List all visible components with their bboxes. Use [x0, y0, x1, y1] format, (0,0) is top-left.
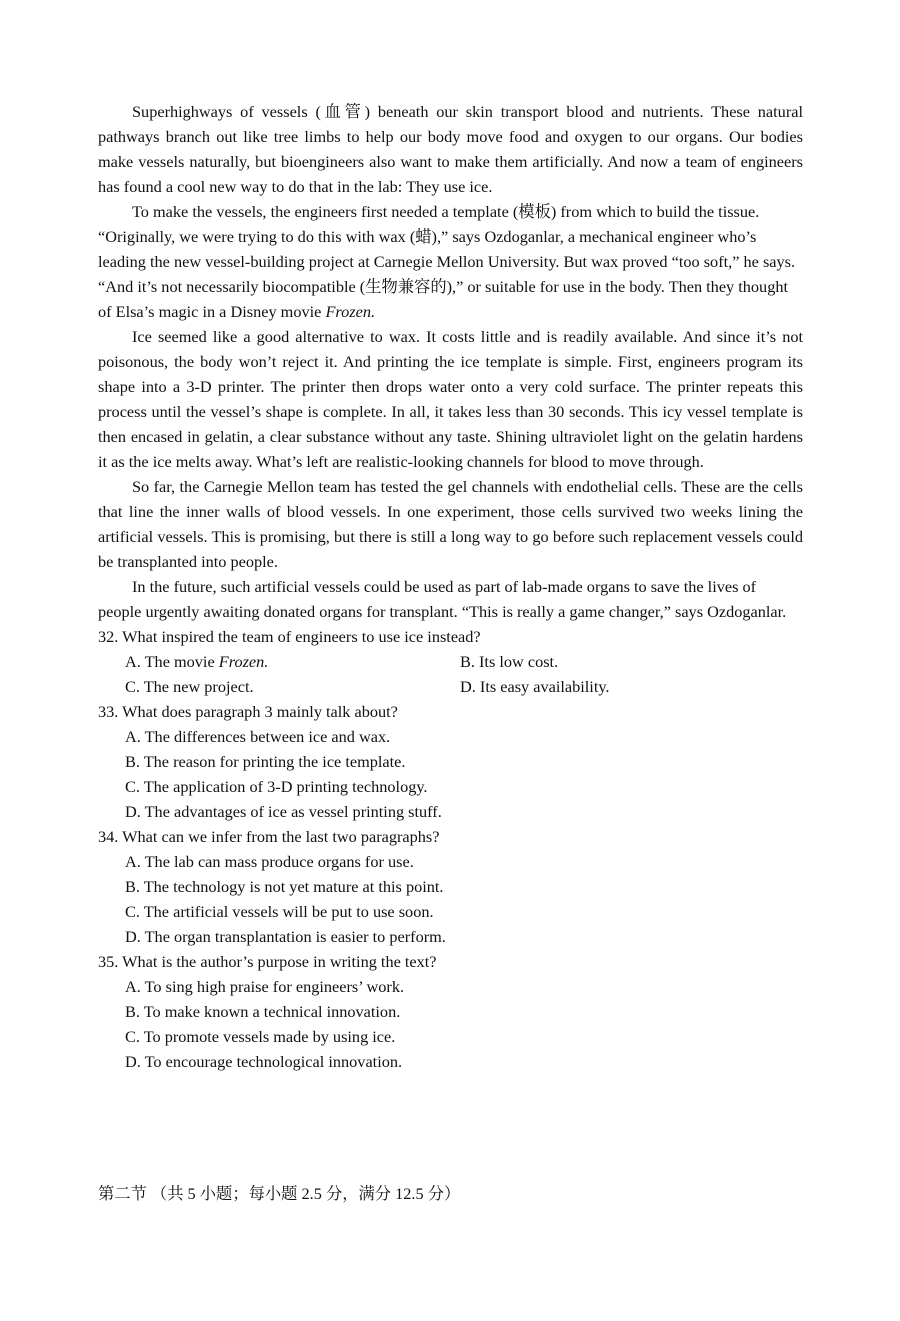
question-32-options	[125, 649, 803, 699]
option-33-b: B. The reason for printing the ice template.	[125, 752, 406, 771]
paragraph-4: So far, the Carnegie Mellon team has tested the gel channels with endothelial cells. These are the cells that line the inner walls of blood vessels. In one experiment, those cells survived two weeks lining the artificial vessels. This is promising, but there is still a long way to go before such replacement vessels could be transplanted into people.	[98, 477, 803, 571]
option-32-c: C. The new project.	[125, 677, 254, 696]
question-32	[98, 624, 803, 699]
option-32-b: B. Its low cost.	[460, 652, 559, 671]
option-33-a: A. The differences between ice and wax.	[125, 727, 391, 746]
question-34	[98, 824, 803, 949]
paragraph-3: Ice seemed like a good alternative to wax. It costs little and is readily available. And since it’s not poisonous, the body won’t reject it. And printing the ice template is simple. First, engineers program its shape into a 3-D printer. The printer then drops water onto a very cold surface. The printer repeats this process until the vessel’s shape is complete. In all, it takes less than 30 seconds. This icy vessel template is then encased in gelatin, a clear substance without any taste. Shining ultraviolet light on the gelatin hardens it as the ice melts away. What’s left are realistic-looking channels for blood to move through.	[98, 327, 803, 471]
option-33-c: C. The application of 3-D printing technology.	[125, 777, 428, 796]
question-32-stem: 32. What inspired the team of engineers to use ice instead?	[98, 627, 481, 646]
option-32-a-italic: Frozen.	[218, 652, 269, 671]
question-33	[98, 699, 803, 824]
paragraph-5: In the future, such artificial vessels could be used as part of lab-made organs to save the lives of people urgently awaiting donated organs for transplant. “This is really a game changer,” says Ozdoganlar.	[98, 577, 787, 621]
option-35-b: B. To make known a technical innovation.	[125, 1002, 401, 1021]
option-32-d: D. Its easy availability.	[460, 677, 610, 696]
question-35-options	[125, 974, 803, 1074]
option-35-d: D. To encourage technological innovation.	[125, 1052, 403, 1071]
movie-title-frozen: Frozen.	[325, 302, 376, 321]
option-34-c: C. The artificial vessels will be put to use soon.	[125, 902, 434, 921]
question-35	[98, 949, 803, 1074]
option-33-d: D. The advantages of ice as vessel printing stuff.	[125, 802, 442, 821]
paragraph-2-text: To make the vessels, the engineers first needed a template (模板) from which to build the tissue. “Originally, we were trying to do this with wax (蜡),” says Ozdoganlar, a mechanical engineer who’s leading the new vessel-building project at Carnegie Mellon University. But wax proved “too soft,” he says. “And it’s not necessarily biocompatible (生物兼容的),” or suitable for use in the body. Then they thought of Elsa’s magic in a Disney movie	[98, 202, 796, 321]
question-34-stem: 34. What can we infer from the last two paragraphs?	[98, 827, 440, 846]
option-35-c: C. To promote vessels made by using ice.	[125, 1027, 396, 1046]
section-heading: 第二节 （共 5 小题；每小题 2.5 分，满分 12.5 分）	[98, 1184, 461, 1203]
option-34-d: D. The organ transplantation is easier to perform.	[125, 927, 446, 946]
question-33-stem: 33. What does paragraph 3 mainly talk about?	[98, 702, 398, 721]
option-32-a-text: A. The movie	[125, 652, 219, 671]
option-35-a: A. To sing high praise for engineers’ work.	[125, 977, 405, 996]
paragraph-1: Superhighways of vessels (血管) beneath our skin transport blood and nutrients. These natural pathways branch out like tree limbs to help our body move food and oxygen to our organs. Our bodies make vessels naturally, but bioengineers also want to make them artificially. And now a team of engineers has found a cool new way to do that in the lab: They use ice.	[98, 102, 803, 196]
paragraph-2	[98, 199, 803, 324]
option-32-a	[125, 649, 460, 674]
reading-passage	[98, 99, 803, 1074]
question-35-stem: 35. What is the author’s purpose in writing the text?	[98, 952, 437, 971]
option-34-a: A. The lab can mass produce organs for use.	[125, 852, 414, 871]
option-34-b: B. The technology is not yet mature at this point.	[125, 877, 444, 896]
question-33-options	[125, 724, 803, 824]
question-34-options	[125, 849, 803, 949]
